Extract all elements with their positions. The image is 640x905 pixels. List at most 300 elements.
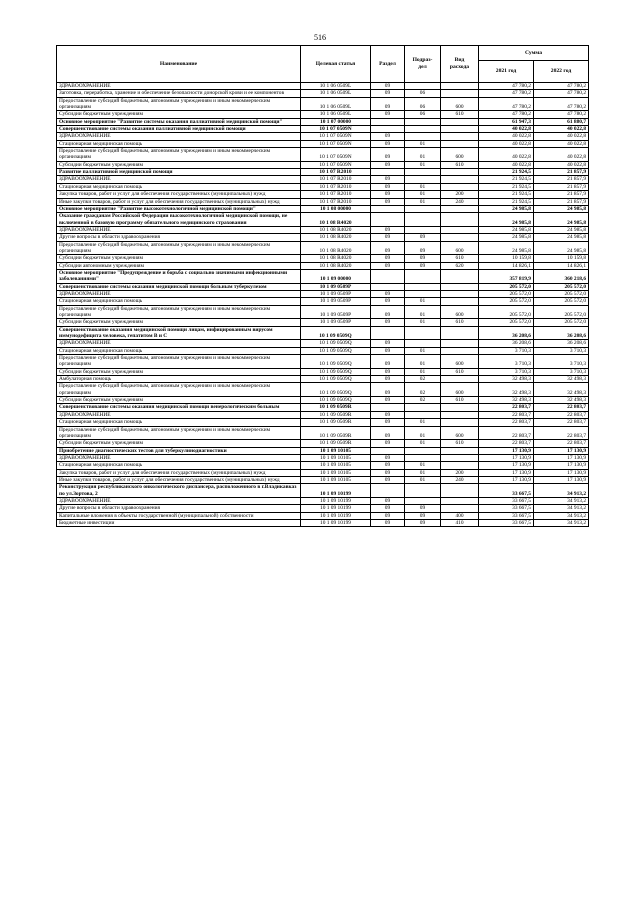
row-section: 09	[371, 426, 405, 440]
row-sum-2021: 40 022,8	[479, 133, 534, 140]
row-section	[371, 169, 405, 176]
row-subsection	[405, 118, 441, 125]
row-section: 09	[371, 319, 405, 326]
row-section: 09	[371, 161, 405, 168]
row-expense-type: 600	[441, 355, 479, 369]
row-target-code: 10 1 07 R2010	[301, 176, 371, 183]
row-subsection: 09	[405, 519, 441, 526]
row-sum-2022: 47 780,2	[534, 90, 589, 97]
row-sum-2021: 24 985,8	[479, 241, 534, 255]
row-subsection: 01	[405, 347, 441, 354]
row-target-code: 10 1 09 0509Q	[301, 368, 371, 375]
table-row	[57, 340, 589, 347]
row-sum-2022: 10 159,8	[534, 255, 589, 262]
header-name: Наименование	[57, 46, 301, 83]
row-target-code: 10 1 08 R4020	[301, 255, 371, 262]
row-sum-2021: 36 208,6	[479, 340, 534, 347]
row-sum-2022: 22 803,7	[534, 404, 589, 411]
row-sum-2022: 3 710,3	[534, 368, 589, 375]
row-section: 09	[371, 476, 405, 483]
row-sum-2022: 360 218,6	[534, 269, 589, 283]
row-name: Реконструкция республиканского онкологического диспансера, расположенного в г.Владикавказ по ул.Зортова, 2	[57, 484, 301, 498]
table-row	[57, 126, 589, 133]
row-sum-2022: 22 803,7	[534, 426, 589, 440]
row-target-code: 10 1 09 10199	[301, 484, 371, 498]
row-expense-type	[441, 90, 479, 97]
row-subsection: 01	[405, 419, 441, 426]
row-target-code: 10 1 09 0509R	[301, 411, 371, 418]
row-target-code: 10 1 08 R4020	[301, 213, 371, 227]
row-sum-2021: 33 667,5	[479, 484, 534, 498]
row-expense-type	[441, 126, 479, 133]
row-sum-2022: 34 913,2	[534, 484, 589, 498]
row-target-code: 10 1 09 0509P	[301, 305, 371, 319]
table-row	[57, 440, 589, 447]
row-subsection: 01	[405, 319, 441, 326]
row-section: 09	[371, 234, 405, 241]
row-expense-type: 240	[441, 198, 479, 205]
row-section: 09	[371, 198, 405, 205]
row-sum-2022: 21 857,9	[534, 198, 589, 205]
row-name: Совершенствование системы оказания медицинской помощи больным туберкулезом	[57, 283, 301, 290]
row-sum-2021: 33 667,5	[479, 512, 534, 519]
table-row	[57, 447, 589, 454]
row-section: 09	[371, 148, 405, 162]
row-expense-type	[441, 411, 479, 418]
row-expense-type: 200	[441, 191, 479, 198]
table-row	[57, 355, 589, 369]
table-row	[57, 319, 589, 326]
row-target-code: 10 1 07 R2010	[301, 169, 371, 176]
row-sum-2021: 24 985,8	[479, 226, 534, 233]
row-name: Субсидии бюджетным учреждениям	[57, 397, 301, 404]
row-target-code: 10 1 08 R4020	[301, 226, 371, 233]
row-sum-2021: 22 803,7	[479, 411, 534, 418]
row-sum-2022: 205 572,0	[534, 319, 589, 326]
row-subsection	[405, 176, 441, 183]
row-subsection	[405, 484, 441, 498]
row-expense-type	[441, 176, 479, 183]
row-name: Предоставление субсидий бюджетным, автономным учреждениям и иным некоммерческим организациям	[57, 355, 301, 369]
row-target-code: 10 1 09 0509R	[301, 440, 371, 447]
row-name: Субсидии автономным учреждениям	[57, 262, 301, 269]
row-sum-2022: 17 130,9	[534, 469, 589, 476]
row-sum-2021: 17 130,9	[479, 476, 534, 483]
row-section: 09	[371, 376, 405, 383]
row-subsection: 09	[405, 241, 441, 255]
table-row	[57, 262, 589, 269]
row-subsection	[405, 169, 441, 176]
row-sum-2021: 24 985,8	[479, 234, 534, 241]
header-subsection: Подраз- дел	[405, 46, 441, 83]
row-sum-2021: 47 780,2	[479, 83, 534, 90]
row-target-code: 10 1 09 10105	[301, 454, 371, 461]
row-target-code: 10 1 07 R2010	[301, 198, 371, 205]
table-row	[57, 111, 589, 118]
table-row	[57, 469, 589, 476]
row-sum-2021: 21 924,5	[479, 183, 534, 190]
row-subsection: 01	[405, 440, 441, 447]
row-target-code: 10 1 06 0509L	[301, 97, 371, 111]
row-name: ЗДРАВООХРАНЕНИЕ	[57, 290, 301, 297]
row-sum-2022: 3 710,3	[534, 347, 589, 354]
row-section: 09	[371, 83, 405, 90]
row-name: ЗДРАВООХРАНЕНИЕ	[57, 176, 301, 183]
row-name: Субсидии бюджетным учреждениям	[57, 161, 301, 168]
row-subsection: 01	[405, 298, 441, 305]
table-row	[57, 305, 589, 319]
row-name: Предоставление субсидий бюджетным, автономным учреждениям и иным некоммерческим организациям	[57, 305, 301, 319]
table-header	[57, 46, 589, 83]
table-row	[57, 368, 589, 375]
row-subsection: 01	[405, 161, 441, 168]
row-subsection: 01	[405, 476, 441, 483]
row-expense-type: 410	[441, 519, 479, 526]
row-sum-2022: 21 857,9	[534, 191, 589, 198]
row-subsection: 06	[405, 97, 441, 111]
row-expense-type: 600	[441, 148, 479, 162]
row-section: 09	[371, 519, 405, 526]
row-target-code: 10 1 07 0509N	[301, 140, 371, 147]
row-target-code: 10 1 09 10199	[301, 512, 371, 519]
row-target-code: 10 1 09 10105	[301, 462, 371, 469]
table-row	[57, 148, 589, 162]
row-expense-type	[441, 419, 479, 426]
row-subsection: 06	[405, 90, 441, 97]
row-section: 09	[371, 497, 405, 504]
row-subsection: 02	[405, 383, 441, 397]
table-row	[57, 97, 589, 111]
row-name: Предоставление субсидий бюджетным, автономным учреждениям и иным некоммерческим организациям	[57, 97, 301, 111]
row-sum-2021: 32 498,3	[479, 383, 534, 397]
row-sum-2021: 17 130,9	[479, 469, 534, 476]
row-target-code: 10 1 07 0509N	[301, 126, 371, 133]
row-expense-type	[441, 326, 479, 340]
row-expense-type: 200	[441, 469, 479, 476]
row-sum-2021: 21 924,5	[479, 176, 534, 183]
row-expense-type	[441, 133, 479, 140]
row-subsection	[405, 226, 441, 233]
row-name: Предоставление субсидий бюджетным, автономным учреждениям и иным некоммерческим организациям	[57, 426, 301, 440]
row-sum-2021: 3 710,3	[479, 347, 534, 354]
row-sum-2022: 22 803,7	[534, 440, 589, 447]
row-expense-type	[441, 505, 479, 512]
row-sum-2021: 205 572,0	[479, 298, 534, 305]
row-section	[371, 484, 405, 498]
row-name: Основное мероприятие "Развитие высокотехнологичной медицинской помощи"	[57, 205, 301, 212]
table-row	[57, 484, 589, 498]
table-row	[57, 234, 589, 241]
row-sum-2022: 205 572,0	[534, 283, 589, 290]
row-expense-type: 600	[441, 426, 479, 440]
row-sum-2021: 22 803,7	[479, 426, 534, 440]
row-section	[371, 213, 405, 227]
row-target-code: 10 1 09 10105	[301, 469, 371, 476]
table-row	[57, 419, 589, 426]
row-subsection: 01	[405, 148, 441, 162]
row-expense-type	[441, 205, 479, 212]
row-name: Субсидии бюджетным учреждениям	[57, 368, 301, 375]
row-name: Стационарная медицинская помощь	[57, 462, 301, 469]
row-section: 09	[371, 368, 405, 375]
row-target-code: 10 1 09 0509Q	[301, 340, 371, 347]
row-target-code: 10 1 08 R4020	[301, 262, 371, 269]
row-section: 09	[371, 255, 405, 262]
table-row	[57, 454, 589, 461]
table-row	[57, 90, 589, 97]
row-name: ЗДРАВООХРАНЕНИЕ	[57, 411, 301, 418]
row-subsection: 01	[405, 198, 441, 205]
row-sum-2022: 3 710,3	[534, 355, 589, 369]
row-sum-2022: 17 130,9	[534, 454, 589, 461]
row-subsection	[405, 404, 441, 411]
row-section	[371, 205, 405, 212]
row-sum-2022: 34 913,2	[534, 519, 589, 526]
row-target-code: 10 1 06 0509L	[301, 90, 371, 97]
row-sum-2022: 22 803,7	[534, 411, 589, 418]
row-name: Предоставление субсидий бюджетным, автономным учреждениям и иным некоммерческим организациям	[57, 383, 301, 397]
row-subsection: 01	[405, 368, 441, 375]
row-sum-2021: 33 667,5	[479, 497, 534, 504]
header-sum: Сумма	[479, 46, 589, 61]
row-subsection: 01	[405, 191, 441, 198]
row-target-code: 10 1 09 0509Q	[301, 347, 371, 354]
row-expense-type	[441, 447, 479, 454]
row-sum-2022: 40 022,8	[534, 161, 589, 168]
row-subsection	[405, 290, 441, 297]
table-row	[57, 347, 589, 354]
table-row	[57, 512, 589, 519]
row-subsection	[405, 83, 441, 90]
row-subsection	[405, 447, 441, 454]
row-name: Стационарная медицинская помощь	[57, 419, 301, 426]
header-year-2022: 2022 год	[534, 61, 589, 83]
row-sum-2022: 34 913,2	[534, 497, 589, 504]
row-target-code: 10 1 09 0509R	[301, 419, 371, 426]
row-subsection: 02	[405, 376, 441, 383]
row-sum-2022: 34 913,2	[534, 505, 589, 512]
row-subsection	[405, 213, 441, 227]
row-subsection	[405, 269, 441, 283]
row-sum-2022: 36 208,6	[534, 340, 589, 347]
row-expense-type	[441, 183, 479, 190]
row-name: Субсидии бюджетным учреждениям	[57, 319, 301, 326]
header-expense-type: Вид расхода	[441, 46, 479, 83]
row-expense-type	[441, 347, 479, 354]
row-subsection: 09	[405, 505, 441, 512]
row-name: Основное мероприятие "Развитие системы оказания паллиативной медицинской помощи"	[57, 118, 301, 125]
row-expense-type	[441, 83, 479, 90]
row-name: Оказание гражданам Российской Федерации высокотехнологичной медицинской помощи, не включенной в базовую программу обязательного медицинского страхования	[57, 213, 301, 227]
table-row	[57, 426, 589, 440]
row-expense-type	[441, 484, 479, 498]
row-target-code: 10 1 07 R2010	[301, 191, 371, 198]
row-section: 09	[371, 111, 405, 118]
row-name: Иные закупки товаров, работ и услуг для обеспечения государственных (муниципальных) нужд	[57, 198, 301, 205]
row-target-code: 10 1 06 0509L	[301, 83, 371, 90]
row-expense-type: 400	[441, 512, 479, 519]
row-sum-2022: 24 985,8	[534, 213, 589, 227]
row-sum-2021: 47 780,2	[479, 90, 534, 97]
header-year-2021: 2021 год	[479, 61, 534, 83]
row-sum-2021: 357 819,9	[479, 269, 534, 283]
row-expense-type	[441, 454, 479, 461]
row-sum-2022: 47 780,2	[534, 83, 589, 90]
row-name: Субсидии бюджетным учреждениям	[57, 111, 301, 118]
row-subsection	[405, 205, 441, 212]
budget-table	[56, 45, 589, 527]
row-target-code: 10 1 09 10199	[301, 519, 371, 526]
row-sum-2022: 24 985,8	[534, 241, 589, 255]
row-target-code: 10 1 07 00000	[301, 118, 371, 125]
row-name: Приобретение диагностических тестов для туберкулинодиагностики	[57, 447, 301, 454]
row-sum-2022: 40 022,8	[534, 140, 589, 147]
row-sum-2022: 32 498,3	[534, 376, 589, 383]
row-sum-2022: 40 022,8	[534, 133, 589, 140]
row-sum-2021: 24 985,8	[479, 213, 534, 227]
row-section: 09	[371, 347, 405, 354]
row-sum-2022: 24 985,8	[534, 226, 589, 233]
row-section: 09	[371, 176, 405, 183]
row-expense-type: 600	[441, 241, 479, 255]
row-expense-type	[441, 298, 479, 305]
row-sum-2022: 34 913,2	[534, 512, 589, 519]
row-target-code: 10 1 09 10105	[301, 476, 371, 483]
row-expense-type: 610	[441, 440, 479, 447]
row-subsection	[405, 283, 441, 290]
table-row	[57, 140, 589, 147]
table-row	[57, 290, 589, 297]
table-row	[57, 241, 589, 255]
row-target-code: 10 1 09 10105	[301, 447, 371, 454]
row-sum-2022: 21 857,9	[534, 183, 589, 190]
row-subsection	[405, 497, 441, 504]
row-target-code: 10 1 09 0509Q	[301, 326, 371, 340]
row-expense-type	[441, 269, 479, 283]
row-sum-2021: 14 826,1	[479, 262, 534, 269]
row-sum-2021: 22 803,7	[479, 440, 534, 447]
row-section: 09	[371, 454, 405, 461]
row-section: 09	[371, 397, 405, 404]
row-subsection: 01	[405, 183, 441, 190]
row-sum-2021: 205 572,0	[479, 290, 534, 297]
row-name: Другие вопросы в области здравоохранения	[57, 234, 301, 241]
row-subsection: 09	[405, 262, 441, 269]
row-sum-2021: 47 780,2	[479, 97, 534, 111]
table-row	[57, 169, 589, 176]
row-target-code: 10 1 09 10199	[301, 497, 371, 504]
header-section: Раздел	[371, 46, 405, 83]
row-sum-2022: 40 022,8	[534, 126, 589, 133]
row-section: 09	[371, 290, 405, 297]
row-name: Капитальные вложения в объекты государственной (муниципальной) собственности	[57, 512, 301, 519]
row-expense-type: 610	[441, 111, 479, 118]
row-name: Стационарная медицинская помощь	[57, 183, 301, 190]
row-name: Основное мероприятие "Предупреждение и борьба с социально значимыми инфекционными заболеваниями"	[57, 269, 301, 283]
row-section: 09	[371, 505, 405, 512]
row-sum-2021: 205 572,0	[479, 305, 534, 319]
table-row	[57, 226, 589, 233]
row-section: 09	[371, 411, 405, 418]
row-subsection	[405, 326, 441, 340]
row-expense-type	[441, 234, 479, 241]
row-sum-2021: 32 498,3	[479, 376, 534, 383]
row-subsection	[405, 411, 441, 418]
row-name: ЗДРАВООХРАНЕНИЕ	[57, 340, 301, 347]
row-sum-2022: 47 780,2	[534, 111, 589, 118]
row-expense-type	[441, 169, 479, 176]
table-row	[57, 176, 589, 183]
row-expense-type: 610	[441, 161, 479, 168]
row-name: ЗДРАВООХРАНЕНИЕ	[57, 454, 301, 461]
row-section	[371, 326, 405, 340]
row-name: Амбулаторная помощь	[57, 376, 301, 383]
table-row	[57, 376, 589, 383]
row-subsection: 02	[405, 397, 441, 404]
table-row	[57, 205, 589, 212]
row-sum-2021: 40 022,8	[479, 140, 534, 147]
table-row	[57, 213, 589, 227]
row-section: 09	[371, 512, 405, 519]
row-name: Стационарная медицинская помощь	[57, 140, 301, 147]
row-sum-2021: 205 572,0	[479, 283, 534, 290]
row-section: 09	[371, 262, 405, 269]
budget-table-container	[56, 45, 588, 527]
header-target: Целевая статья	[301, 46, 371, 83]
row-sum-2022: 40 022,8	[534, 148, 589, 162]
row-target-code: 10 1 09 0509Q	[301, 397, 371, 404]
row-section: 09	[371, 97, 405, 111]
table-row	[57, 83, 589, 90]
row-section: 09	[371, 469, 405, 476]
row-name: Бюджетные инвестиции	[57, 519, 301, 526]
row-sum-2022: 47 780,2	[534, 97, 589, 111]
row-section: 09	[371, 462, 405, 469]
row-name: Совершенствование системы оказания паллиативной медицинской помощи	[57, 126, 301, 133]
table-row	[57, 397, 589, 404]
row-target-code: 10 1 09 0509P	[301, 290, 371, 297]
row-target-code: 10 1 08 R4020	[301, 241, 371, 255]
table-row	[57, 476, 589, 483]
row-name: Субсидии бюджетным учреждениям	[57, 255, 301, 262]
row-sum-2021: 24 985,8	[479, 205, 534, 212]
row-sum-2021: 22 803,7	[479, 404, 534, 411]
row-sum-2022: 36 208,6	[534, 326, 589, 340]
row-sum-2022: 22 803,7	[534, 419, 589, 426]
row-sum-2021: 33 667,5	[479, 505, 534, 512]
row-sum-2021: 17 130,9	[479, 447, 534, 454]
row-sum-2022: 205 572,0	[534, 305, 589, 319]
row-expense-type: 620	[441, 262, 479, 269]
row-sum-2021: 21 924,5	[479, 169, 534, 176]
row-sum-2021: 21 924,5	[479, 198, 534, 205]
table-row	[57, 269, 589, 283]
row-sum-2021: 36 208,6	[479, 326, 534, 340]
row-name: Стационарная медицинская помощь	[57, 347, 301, 354]
row-sum-2021: 3 710,3	[479, 368, 534, 375]
row-expense-type	[441, 140, 479, 147]
row-expense-type	[441, 497, 479, 504]
row-expense-type	[441, 226, 479, 233]
row-expense-type	[441, 404, 479, 411]
row-target-code: 10 1 09 10199	[301, 505, 371, 512]
row-target-code: 10 1 09 0509R	[301, 426, 371, 440]
row-name: Закупка товаров, работ и услуг для обеспечения государственных (муниципальных) нужд	[57, 191, 301, 198]
row-name: ЗДРАВООХРАНЕНИЕ	[57, 133, 301, 140]
row-section: 09	[371, 383, 405, 397]
table-row	[57, 298, 589, 305]
row-name: Другие вопросы в области здравоохранения	[57, 505, 301, 512]
